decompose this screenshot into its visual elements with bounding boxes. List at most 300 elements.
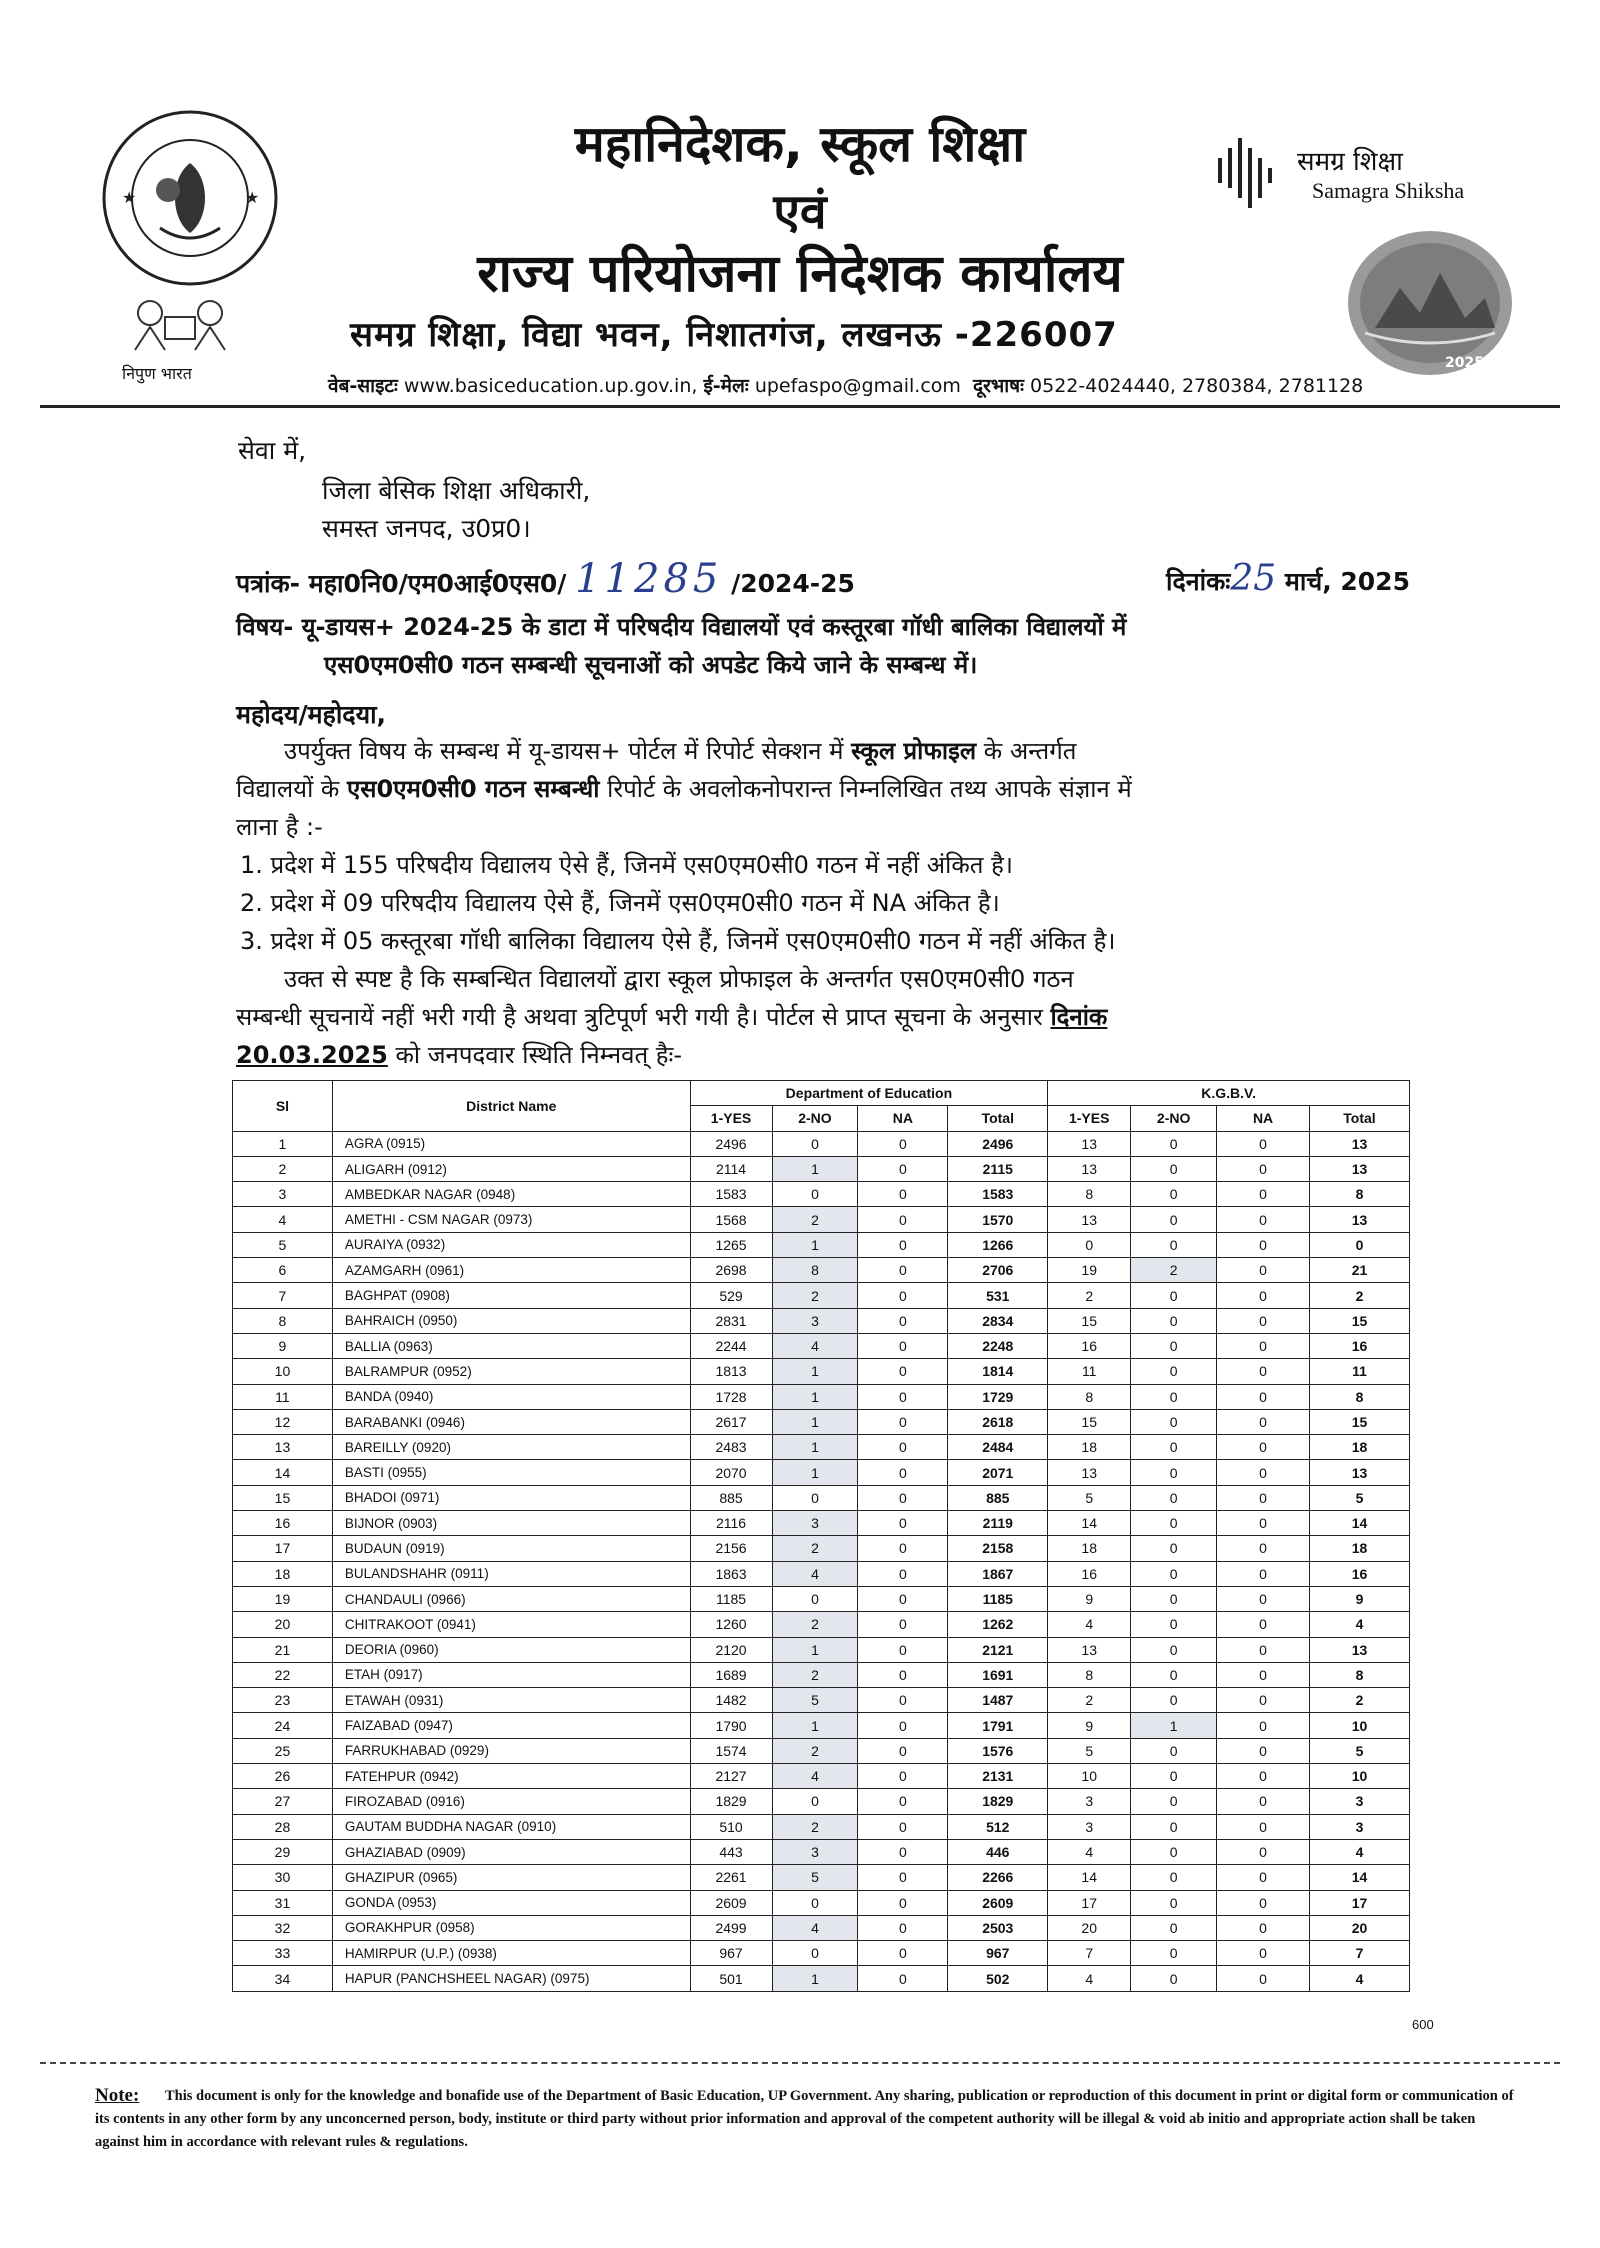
cell-value: 13 <box>1310 1156 1410 1181</box>
cell-district-name: BALRAMPUR (0952) <box>332 1359 690 1384</box>
header-sl: Sl <box>233 1081 333 1132</box>
table-row <box>233 1384 1410 1409</box>
cell-value: 4 <box>772 1764 858 1789</box>
cell-value: 0 <box>1131 1586 1217 1611</box>
cell-value: 0 <box>858 1789 948 1814</box>
cell-value: 0 <box>1131 1612 1217 1637</box>
table-row <box>233 1536 1410 1561</box>
cell-sl: 23 <box>233 1688 333 1713</box>
cell-value: 5 <box>1310 1738 1410 1763</box>
cell-value: 7 <box>1048 1941 1131 1966</box>
cell-value: 2 <box>772 1814 858 1839</box>
cell-value: 1867 <box>948 1561 1048 1586</box>
cell-value: 2 <box>772 1662 858 1687</box>
cell-sl: 15 <box>233 1485 333 1510</box>
table-row <box>233 1688 1410 1713</box>
cell-value: 8 <box>1310 1182 1410 1207</box>
cell-value: 1791 <box>948 1713 1048 1738</box>
cell-sl: 8 <box>233 1308 333 1333</box>
cell-value: 1 <box>772 1637 858 1662</box>
cell-value: 885 <box>690 1485 772 1510</box>
header-title-line2: एवं <box>773 184 827 240</box>
point-2: 2. प्रदेश में 09 परिषदीय विद्यालय ऐसे हैं, जिनमें एस0एम0सी0 गठन में NA अंकित है। <box>240 889 1000 917</box>
cell-value: 3 <box>1310 1789 1410 1814</box>
cell-value: 0 <box>858 1409 948 1434</box>
table-row <box>233 1333 1410 1358</box>
cell-value: 1 <box>772 1966 858 1991</box>
para1-text-f: रिपोर्ट के अवलोकनोपरान्त निम्नलिखित तथ्य आपके संज्ञान में <box>599 775 1132 803</box>
date-rest: मार्च, 2025 <box>1284 567 1410 596</box>
cell-district-name: BHADOI (0971) <box>332 1485 690 1510</box>
cell-value: 4 <box>1048 1839 1131 1864</box>
cell-value: 1576 <box>948 1738 1048 1763</box>
cell-value: 1 <box>772 1409 858 1434</box>
cell-value: 3 <box>1048 1789 1131 1814</box>
date-label: दिनांकः <box>1166 567 1231 596</box>
cell-value: 0 <box>1131 1384 1217 1409</box>
cell-value: 2121 <box>948 1637 1048 1662</box>
cell-value: 0 <box>1217 1435 1310 1460</box>
cell-sl: 20 <box>233 1612 333 1637</box>
cell-value: 2 <box>1048 1283 1131 1308</box>
cell-sl: 25 <box>233 1738 333 1763</box>
cell-value: 2071 <box>948 1460 1048 1485</box>
para1-text-c: के अन्तर्गत <box>976 737 1077 765</box>
cell-value: 4 <box>772 1561 858 1586</box>
cell-value: 14 <box>1310 1511 1410 1536</box>
cell-district-name: CHANDAULI (0966) <box>332 1586 690 1611</box>
cell-value: 0 <box>858 1764 948 1789</box>
cell-sl: 34 <box>233 1966 333 1991</box>
cell-value: 0 <box>858 1258 948 1283</box>
cell-value: 0 <box>1131 1308 1217 1333</box>
cell-value: 16 <box>1048 1333 1131 1358</box>
cell-value: 13 <box>1048 1637 1131 1662</box>
cell-value: 2119 <box>948 1511 1048 1536</box>
cell-sl: 29 <box>233 1839 333 1864</box>
cell-value: 0 <box>858 1131 948 1156</box>
header-contact-line <box>328 372 1363 398</box>
cell-district-name: FATEHPUR (0942) <box>332 1764 690 1789</box>
para1-text-g: लाना है :- <box>236 813 323 841</box>
cell-value: 11 <box>1048 1359 1131 1384</box>
table-row <box>233 1258 1410 1283</box>
phone-numbers: 0522-4024440, 2780384, 2781128 <box>1030 375 1364 397</box>
cell-value: 0 <box>1131 1131 1217 1156</box>
cell-value: 1728 <box>690 1384 772 1409</box>
cell-value: 2483 <box>690 1435 772 1460</box>
cell-value: 2 <box>772 1283 858 1308</box>
cell-district-name: AGRA (0915) <box>332 1131 690 1156</box>
cell-value: 0 <box>1131 1333 1217 1358</box>
cell-value: 14 <box>1048 1865 1131 1890</box>
cell-value: 8 <box>772 1258 858 1283</box>
cell-value: 0 <box>1217 1359 1310 1384</box>
cell-value: 1568 <box>690 1207 772 1232</box>
cell-value: 18 <box>1048 1435 1131 1460</box>
table-row <box>233 1612 1410 1637</box>
cell-sl: 11 <box>233 1384 333 1409</box>
para2-line1: उक्त से स्पष्ट है कि सम्बन्धित विद्यालयों द्वारा स्कूल प्रोफाइल के अन्तर्गत एस0एम0सी0 गठन <box>284 965 1074 993</box>
cell-sl: 22 <box>233 1662 333 1687</box>
cell-value: 0 <box>1131 1662 1217 1687</box>
cell-value: 4 <box>1310 1839 1410 1864</box>
note-label: Note: <box>95 2085 140 2106</box>
table-row <box>233 1662 1410 1687</box>
cell-value: 0 <box>858 1156 948 1181</box>
cell-district-name: BAREILLY (0920) <box>332 1435 690 1460</box>
cell-value: 0 <box>858 1207 948 1232</box>
cell-sl: 6 <box>233 1258 333 1283</box>
cell-value: 16 <box>1048 1561 1131 1586</box>
table-row <box>233 1915 1410 1940</box>
cell-value: 0 <box>1217 1966 1310 1991</box>
subheader-cell: Total <box>1310 1106 1410 1131</box>
cell-value: 1691 <box>948 1662 1048 1687</box>
cell-value: 2503 <box>948 1915 1048 1940</box>
para1-smc-formation: एस0एम0सी0 गठन सम्बन्धी <box>347 775 600 803</box>
page-number: 600 <box>1412 2017 1434 2032</box>
cell-value: 0 <box>858 1890 948 1915</box>
header-department-of-education: Department of Education <box>690 1081 1048 1106</box>
cell-value: 0 <box>1217 1688 1310 1713</box>
cell-value: 2618 <box>948 1409 1048 1434</box>
cell-value: 2831 <box>690 1308 772 1333</box>
cell-value: 20 <box>1048 1915 1131 1940</box>
cell-value: 0 <box>1131 1738 1217 1763</box>
header-title-line1: महानिदेशक, स्कूल शिक्षा <box>574 115 1026 173</box>
table-row <box>233 1637 1410 1662</box>
cell-value: 10 <box>1310 1713 1410 1738</box>
cell-sl: 26 <box>233 1764 333 1789</box>
cell-value: 2834 <box>948 1308 1048 1333</box>
cell-value: 1 <box>772 1460 858 1485</box>
cell-value: 0 <box>1131 1561 1217 1586</box>
cell-value: 0 <box>1217 1789 1310 1814</box>
cell-value: 0 <box>772 1131 858 1156</box>
cell-value: 4 <box>1048 1966 1131 1991</box>
cell-value: 1790 <box>690 1713 772 1738</box>
cell-value: 0 <box>1217 1460 1310 1485</box>
cell-district-name: GHAZIABAD (0909) <box>332 1839 690 1864</box>
cell-value: 17 <box>1048 1890 1131 1915</box>
table-row <box>233 1409 1410 1434</box>
cell-value: 5 <box>1310 1485 1410 1510</box>
district-smc-table <box>232 1080 1410 1992</box>
cell-value: 1729 <box>948 1384 1048 1409</box>
cell-value: 18 <box>1310 1536 1410 1561</box>
cell-sl: 13 <box>233 1435 333 1460</box>
cell-value: 2 <box>772 1536 858 1561</box>
cell-value: 531 <box>948 1283 1048 1308</box>
cell-district-name: AZAMGARH (0961) <box>332 1258 690 1283</box>
cell-value: 0 <box>1310 1232 1410 1257</box>
cell-value: 0 <box>1131 1966 1217 1991</box>
cell-district-name: BAHRAICH (0950) <box>332 1308 690 1333</box>
cell-district-name: BAGHPAT (0908) <box>332 1283 690 1308</box>
cell-value: 1 <box>1131 1713 1217 1738</box>
cell-value: 8 <box>1048 1182 1131 1207</box>
cell-value: 0 <box>1131 1460 1217 1485</box>
cell-value: 2116 <box>690 1511 772 1536</box>
paragraph-1 <box>236 732 1436 846</box>
table-row <box>233 1966 1410 1991</box>
cell-sl: 19 <box>233 1586 333 1611</box>
cell-value: 0 <box>858 1333 948 1358</box>
table-row <box>233 1156 1410 1181</box>
email-link[interactable]: upefaspo@gmail.com <box>754 375 961 397</box>
cell-value: 2698 <box>690 1258 772 1283</box>
cell-value: 0 <box>1217 1637 1310 1662</box>
cell-sl: 27 <box>233 1789 333 1814</box>
cell-value: 0 <box>772 1890 858 1915</box>
cell-value: 2 <box>1310 1283 1410 1308</box>
cell-value: 2261 <box>690 1865 772 1890</box>
table-row <box>233 1308 1410 1333</box>
cell-value: 0 <box>772 1941 858 1966</box>
cell-value: 1185 <box>948 1586 1048 1611</box>
cell-value: 13 <box>1310 1131 1410 1156</box>
cell-value: 13 <box>1048 1460 1131 1485</box>
header-title-line3: राज्य परियोजना निदेशक कार्यालय <box>477 244 1123 304</box>
cell-value: 2706 <box>948 1258 1048 1283</box>
cell-value: 0 <box>1217 1156 1310 1181</box>
table-row <box>233 1207 1410 1232</box>
table-row <box>233 1738 1410 1763</box>
cell-value: 10 <box>1048 1764 1131 1789</box>
cell-value: 15 <box>1310 1308 1410 1333</box>
cell-value: 0 <box>1217 1586 1310 1611</box>
to-line1: सेवा में, <box>238 436 307 465</box>
cell-value: 0 <box>858 1511 948 1536</box>
subheader-cell: NA <box>1217 1106 1310 1131</box>
cell-value: 9 <box>1048 1586 1131 1611</box>
cell-value: 14 <box>1048 1511 1131 1536</box>
note-body: This document is only for the knowledge and bonafide use of the Department of Basic Education, UP Government. Any sharing, publication or reproduction of this document in print or digital form or communication of its contents in any other form by any unconcerned person, body, institute or third party without prior information and approval of the competent authority will be illegal & void ab initio and appropriate action shall be taken against him in accordance with relevant rules & regulations. <box>95 2088 1514 2150</box>
table-row <box>233 1890 1410 1915</box>
cell-district-name: HAMIRPUR (U.P.) (0938) <box>332 1941 690 1966</box>
cell-value: 3 <box>772 1511 858 1536</box>
cell-district-name: BALLIA (0963) <box>332 1333 690 1358</box>
date-line <box>1166 560 1410 601</box>
cell-value: 1 <box>772 1435 858 1460</box>
cell-value: 0 <box>772 1586 858 1611</box>
cell-value: 13 <box>1048 1156 1131 1181</box>
cell-value: 0 <box>1217 1839 1310 1864</box>
table-row <box>233 1941 1410 1966</box>
cell-value: 4 <box>772 1915 858 1940</box>
cell-value: 2070 <box>690 1460 772 1485</box>
cell-value: 18 <box>1048 1536 1131 1561</box>
cell-value: 0 <box>858 1662 948 1687</box>
cell-value: 0 <box>1217 1232 1310 1257</box>
cell-value: 1689 <box>690 1662 772 1687</box>
cell-value: 14 <box>1310 1865 1410 1890</box>
phone-label: दूरभाषः <box>973 375 1024 397</box>
table-row <box>233 1182 1410 1207</box>
table-body <box>233 1131 1410 1991</box>
cell-value: 2 <box>1048 1688 1131 1713</box>
cell-value: 1814 <box>948 1359 1048 1384</box>
cell-value: 0 <box>1217 1814 1310 1839</box>
cell-sl: 30 <box>233 1865 333 1890</box>
table-row <box>233 1283 1410 1308</box>
cell-value: 0 <box>1217 1131 1310 1156</box>
header-divider <box>40 405 1560 408</box>
cell-value: 0 <box>1217 1890 1310 1915</box>
subheader-cell: 2-NO <box>772 1106 858 1131</box>
cell-value: 13 <box>1310 1207 1410 1232</box>
cell-value: 0 <box>1217 1384 1310 1409</box>
subheader-cell: 2-NO <box>1131 1106 1217 1131</box>
cell-value: 0 <box>772 1485 858 1510</box>
cell-value: 2484 <box>948 1435 1048 1460</box>
table-row <box>233 1232 1410 1257</box>
cell-sl: 2 <box>233 1156 333 1181</box>
cell-value: 0 <box>858 1637 948 1662</box>
header-address: समग्र शिक्षा, विद्या भवन, निशातगंज, लखनऊ -226007 <box>350 315 1118 355</box>
cell-district-name: BUDAUN (0919) <box>332 1536 690 1561</box>
cell-value: 0 <box>858 1435 948 1460</box>
para2-date-value: 20.03.2025 <box>236 1041 388 1069</box>
cell-value: 5 <box>1048 1738 1131 1763</box>
cell-value: 510 <box>690 1814 772 1839</box>
cell-value: 11 <box>1310 1359 1410 1384</box>
mahakumbh-year: 2025 <box>1445 355 1484 371</box>
cell-value: 0 <box>772 1789 858 1814</box>
table-row <box>233 1764 1410 1789</box>
cell-district-name: GONDA (0953) <box>332 1890 690 1915</box>
cell-value: 1266 <box>948 1232 1048 1257</box>
cell-value: 2499 <box>690 1915 772 1940</box>
cell-sl: 16 <box>233 1511 333 1536</box>
cell-value: 0 <box>1217 1485 1310 1510</box>
cell-value: 0 <box>858 1232 948 1257</box>
cell-value: 0 <box>858 1359 948 1384</box>
cell-value: 13 <box>1310 1460 1410 1485</box>
table-row <box>233 1359 1410 1384</box>
para2-line3b: को जनपदवार स्थिति निम्नवत् हैः- <box>387 1041 683 1069</box>
table-row <box>233 1865 1410 1890</box>
paragraph-2 <box>236 960 1436 1074</box>
cell-value: 2266 <box>948 1865 1048 1890</box>
cell-value: 2158 <box>948 1536 1048 1561</box>
table-row <box>233 1485 1410 1510</box>
table-row <box>233 1561 1410 1586</box>
cell-value: 2 <box>772 1207 858 1232</box>
salutation: महोदय/महोदया, <box>236 700 387 729</box>
cell-value: 0 <box>1217 1713 1310 1738</box>
cell-district-name: FIROZABAD (0916) <box>332 1789 690 1814</box>
cell-value: 0 <box>858 1308 948 1333</box>
cell-value: 0 <box>1131 1764 1217 1789</box>
cell-value: 2 <box>772 1738 858 1763</box>
cell-value: 2115 <box>948 1156 1048 1181</box>
cell-value: 0 <box>1217 1612 1310 1637</box>
cell-district-name: HAPUR (PANCHSHEEL NAGAR) (0975) <box>332 1966 690 1991</box>
cell-value: 501 <box>690 1966 772 1991</box>
cell-sl: 9 <box>233 1333 333 1358</box>
cell-value: 0 <box>858 1839 948 1864</box>
cell-value: 2244 <box>690 1333 772 1358</box>
cell-sl: 10 <box>233 1359 333 1384</box>
cell-value: 0 <box>1217 1308 1310 1333</box>
cell-value: 0 <box>1131 1435 1217 1460</box>
cell-value: 0 <box>1217 1865 1310 1890</box>
cell-value: 4 <box>1310 1966 1410 1991</box>
cell-sl: 14 <box>233 1460 333 1485</box>
svg-text:★: ★ <box>122 188 137 207</box>
cell-sl: 12 <box>233 1409 333 1434</box>
cell-value: 0 <box>1217 1915 1310 1940</box>
cell-value: 15 <box>1048 1409 1131 1434</box>
cell-value: 10 <box>1310 1764 1410 1789</box>
ref-prefix: पत्रांक- महा0नि0/एम0आई0एस0/ <box>236 569 567 598</box>
cell-sl: 18 <box>233 1561 333 1586</box>
cell-district-name: BULANDSHAHR (0911) <box>332 1561 690 1586</box>
cell-district-name: CHITRAKOOT (0941) <box>332 1612 690 1637</box>
cell-value: 0 <box>1217 1738 1310 1763</box>
cell-value: 0 <box>858 1738 948 1763</box>
cell-value: 2609 <box>948 1890 1048 1915</box>
table-row <box>233 1789 1410 1814</box>
cell-value: 1 <box>772 1713 858 1738</box>
header-district-name: District Name <box>332 1081 690 1132</box>
cell-district-name: GHAZIPUR (0965) <box>332 1865 690 1890</box>
cell-value: 0 <box>1131 1359 1217 1384</box>
cell-value: 13 <box>1048 1131 1131 1156</box>
cell-value: 0 <box>1217 1511 1310 1536</box>
cell-value: 0 <box>1217 1207 1310 1232</box>
cell-value: 1487 <box>948 1688 1048 1713</box>
cell-value: 0 <box>1131 1890 1217 1915</box>
cell-value: 0 <box>858 1384 948 1409</box>
cell-value: 0 <box>1217 1333 1310 1358</box>
cell-value: 0 <box>1217 1182 1310 1207</box>
header-kgbv: K.G.B.V. <box>1048 1081 1410 1106</box>
date-day-handwritten: 25 <box>1230 558 1277 599</box>
cell-value: 0 <box>858 1612 948 1637</box>
para1-text-d: विद्यालयों के <box>236 775 347 803</box>
cell-sl: 32 <box>233 1915 333 1940</box>
cell-value: 2114 <box>690 1156 772 1181</box>
table-row <box>233 1131 1410 1156</box>
cell-sl: 1 <box>233 1131 333 1156</box>
cell-value: 1863 <box>690 1561 772 1586</box>
cell-value: 2 <box>772 1612 858 1637</box>
cell-value: 0 <box>858 1561 948 1586</box>
cell-value: 0 <box>858 1966 948 1991</box>
cell-value: 2 <box>1310 1688 1410 1713</box>
website-link[interactable]: www.basiceducation.up.gov.in, <box>403 375 698 397</box>
cell-value: 4 <box>772 1333 858 1358</box>
cell-value: 3 <box>1048 1814 1131 1839</box>
cell-value: 0 <box>858 1814 948 1839</box>
cell-sl: 4 <box>233 1207 333 1232</box>
cell-value: 5 <box>772 1865 858 1890</box>
cell-value: 0 <box>1217 1764 1310 1789</box>
cell-value: 1570 <box>948 1207 1048 1232</box>
cell-value: 0 <box>1131 1814 1217 1839</box>
cell-value: 8 <box>1310 1662 1410 1687</box>
cell-value: 8 <box>1048 1662 1131 1687</box>
cell-value: 2127 <box>690 1764 772 1789</box>
cell-value: 0 <box>858 1865 948 1890</box>
subheader-cell: NA <box>858 1106 948 1131</box>
cell-value: 0 <box>1131 1283 1217 1308</box>
cell-value: 2 <box>1131 1258 1217 1283</box>
cell-value: 0 <box>1131 1485 1217 1510</box>
